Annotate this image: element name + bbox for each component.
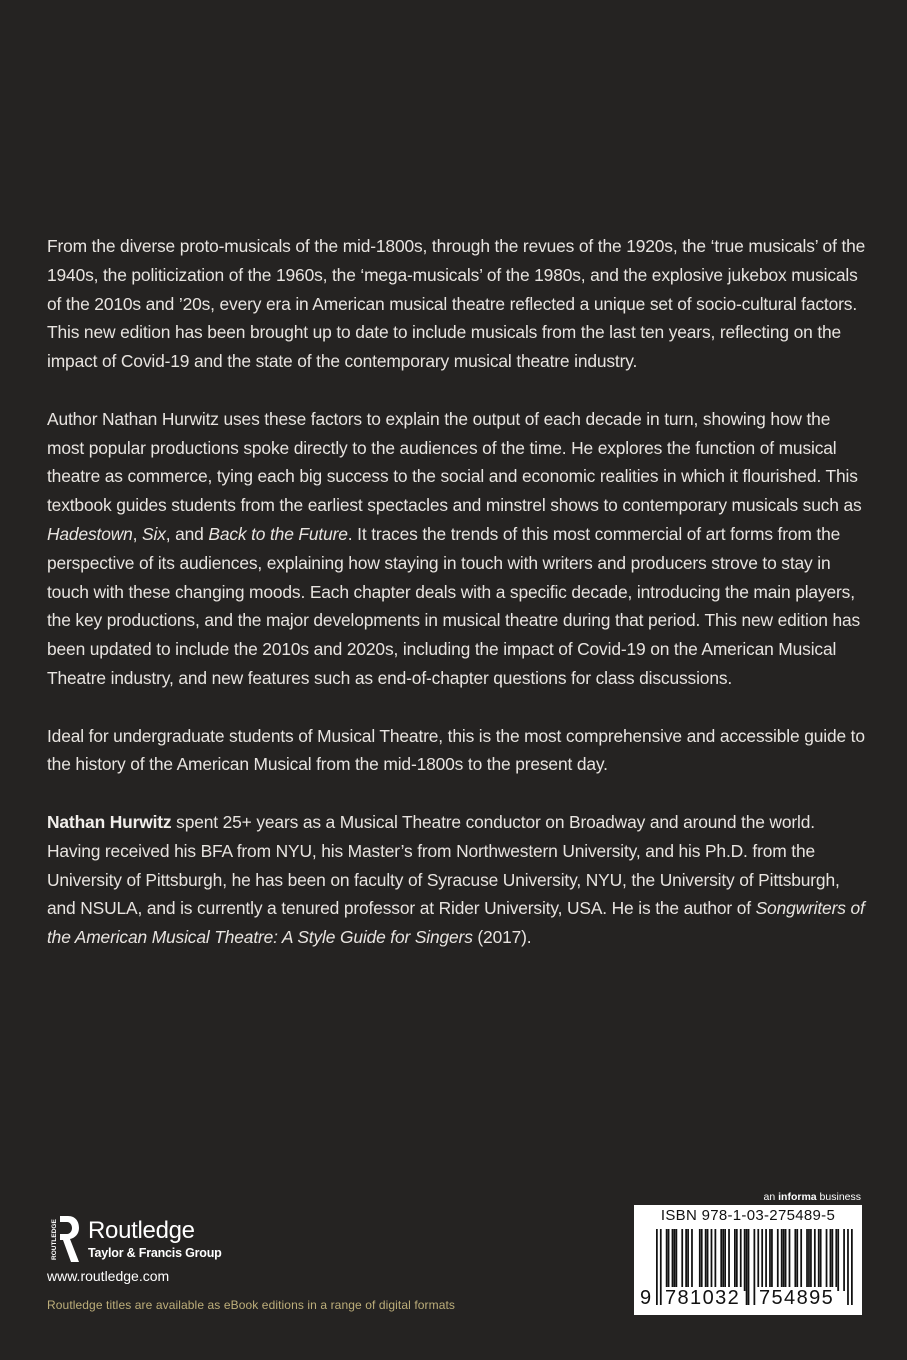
blurb-paragraph-3: Ideal for undergraduate students of Musical Theatre, this is the most comprehensive and accessible guide to the history of the American Musical from the mid-1800s to the present day. bbox=[47, 725, 865, 775]
barcode-bar bbox=[781, 1229, 783, 1291]
barcode-bar bbox=[785, 1229, 787, 1291]
informa-business-label bbox=[764, 1191, 861, 1203]
barcode-bar bbox=[734, 1229, 736, 1291]
barcode-bar bbox=[761, 1229, 763, 1291]
barcode-group-1: 781032 bbox=[662, 1287, 743, 1310]
back-cover-blurb bbox=[47, 232, 867, 981]
ebook-availability-note: Routledge titles are available as eBook editions in a range of digital formats bbox=[47, 1298, 456, 1312]
barcode-bar bbox=[720, 1229, 722, 1291]
barcode-bar bbox=[672, 1229, 674, 1291]
informa-prefix: an bbox=[763, 1191, 779, 1203]
barcode-bar bbox=[676, 1229, 678, 1291]
blurb-paragraph-2-text-a: Author Nathan Hurwitz uses these factors to explain the output of each decade in turn, showing how the most popular productions spoke directly to the audiences of the time. He explores the function of musical theatre as commerce, tying each big success to the social and economic realities in which it flourished. This textbook guides students from the earliest spectacles and minstrel shows to contemporary musicals such as bbox=[47, 408, 862, 516]
barcode-bar bbox=[847, 1229, 849, 1305]
barcode-bar bbox=[728, 1229, 730, 1291]
barcode-bar bbox=[691, 1229, 693, 1291]
barcode-bar bbox=[707, 1229, 709, 1291]
barcode-bar bbox=[765, 1229, 767, 1291]
barcode-bar bbox=[746, 1229, 748, 1305]
author-name: Nathan Hurwitz bbox=[47, 811, 172, 832]
barcode-bar bbox=[656, 1229, 658, 1305]
barcode-bar bbox=[685, 1229, 687, 1291]
barcode-bar bbox=[722, 1229, 724, 1291]
title-back-to-the-future: Back to the Future bbox=[208, 523, 348, 544]
barcode-bar bbox=[674, 1229, 676, 1291]
routledge-logo-vertical-text: ROUTLEDGE bbox=[51, 1219, 58, 1260]
barcode-bar bbox=[818, 1229, 820, 1291]
barcode-bar bbox=[724, 1229, 726, 1291]
barcode-bar bbox=[832, 1229, 834, 1291]
title-six: Six bbox=[142, 523, 166, 544]
author-previous-book: Songwriters of the American Musical Theatre: A Style Guide for Singers bbox=[47, 898, 865, 948]
barcode-bar bbox=[835, 1229, 837, 1291]
barcode-bar bbox=[668, 1229, 670, 1291]
author-bio-text-a: spent 25+ years as a Musical Theatre conductor on Broadway and around the world. Having received his BFA from NYU, his Master’s from Northwestern University, and his Ph.D. from the University of Pittsburgh, he has been on faculty of Syracuse University, NYU, the University of Pittsburgh, and NSULA, and is currently a tenured professor at Rider University, USA. He is the author of bbox=[47, 811, 840, 919]
barcode-bar bbox=[744, 1229, 746, 1291]
barcode-bar bbox=[705, 1229, 707, 1291]
barcode-bar bbox=[851, 1229, 853, 1305]
barcode-bar bbox=[830, 1229, 832, 1291]
barcode-bar bbox=[810, 1229, 812, 1291]
barcode-bar bbox=[757, 1229, 759, 1291]
publisher-group: Taylor & Francis Group bbox=[88, 1246, 222, 1260]
isbn-barcode bbox=[634, 1205, 862, 1315]
author-bio bbox=[47, 808, 867, 952]
isbn-label: ISBN 978-1-03-275489-5 bbox=[660, 1207, 836, 1224]
barcode-bar bbox=[699, 1229, 701, 1291]
informa-suffix: business bbox=[816, 1191, 861, 1203]
barcode-bar bbox=[777, 1229, 779, 1291]
barcode-bar bbox=[666, 1229, 668, 1291]
barcode-bar bbox=[771, 1229, 773, 1291]
blurb-paragraph-2-text-b: . It traces the trends of this most commercial of art forms from the perspective of its audiences, explaining how staying in touch with writers and producers strove to stay in touch with these changing moods. Each chapter deals with a specific decade, introducing the main players, the key productions, and the major developments in musical theatre during that period. This new edition has been updated to include the 2010s and 2020s, including the impact of Covid-19 on the American Musical Theatre industry, and new features such as end-of-chapter questions for class discussions. bbox=[47, 523, 861, 688]
barcode-bar bbox=[843, 1229, 845, 1291]
barcode-bar bbox=[794, 1229, 796, 1291]
title-hadestown: Hadestown bbox=[47, 523, 133, 544]
barcode-bar bbox=[736, 1229, 738, 1291]
barcode-bar bbox=[806, 1229, 808, 1291]
blurb-paragraph-1: From the diverse proto-musicals of the mid-1800s, through the revues of the 1920s, the ‘true musicals’ of the 1940s, the politicization of the 1960s, the ‘mega-musicals’ of the 1980s, and the explosive jukebox musicals of the 2010s and ’20s, every era in American musical theatre reflected a unique set of socio-cultural factors. This new edition has been brought up to date to include musicals from the last ten years, reflecting on the impact of Covid-19 and the state of the contemporary musical theatre industry. bbox=[47, 236, 866, 372]
barcode-bar bbox=[789, 1229, 791, 1291]
barcode-bar bbox=[800, 1229, 802, 1291]
barcode-bar bbox=[681, 1229, 683, 1291]
barcode-bar bbox=[715, 1229, 717, 1291]
publisher-name: Routledge bbox=[88, 1217, 195, 1244]
blurb-paragraph-2 bbox=[47, 405, 867, 693]
barcode-bar bbox=[820, 1229, 822, 1291]
barcode-group-2: 754895 bbox=[756, 1287, 837, 1310]
barcode-bar bbox=[701, 1229, 703, 1291]
separator-1: , bbox=[132, 523, 143, 544]
barcode-bar bbox=[687, 1229, 689, 1291]
routledge-logo-icon bbox=[46, 1212, 80, 1266]
publisher-website: www.routledge.com bbox=[47, 1268, 170, 1284]
barcode-bar bbox=[740, 1229, 742, 1291]
barcode-bar bbox=[814, 1229, 816, 1291]
informa-brand: informa bbox=[778, 1191, 817, 1203]
barcode-bar bbox=[837, 1229, 839, 1291]
barcode-bar bbox=[754, 1229, 756, 1305]
barcode-bar bbox=[783, 1229, 785, 1291]
barcode-bar bbox=[769, 1229, 771, 1291]
separator-2: , and bbox=[165, 523, 209, 544]
barcode-bar bbox=[711, 1229, 713, 1291]
barcode-first-digit: 9 bbox=[640, 1287, 653, 1309]
barcode-bar bbox=[826, 1229, 828, 1291]
barcode-bar bbox=[796, 1229, 798, 1291]
routledge-logo bbox=[46, 1212, 366, 1272]
barcode-bar bbox=[748, 1229, 750, 1305]
barcode-bar bbox=[808, 1229, 810, 1291]
author-bio-text-b: (2017). bbox=[472, 927, 532, 948]
